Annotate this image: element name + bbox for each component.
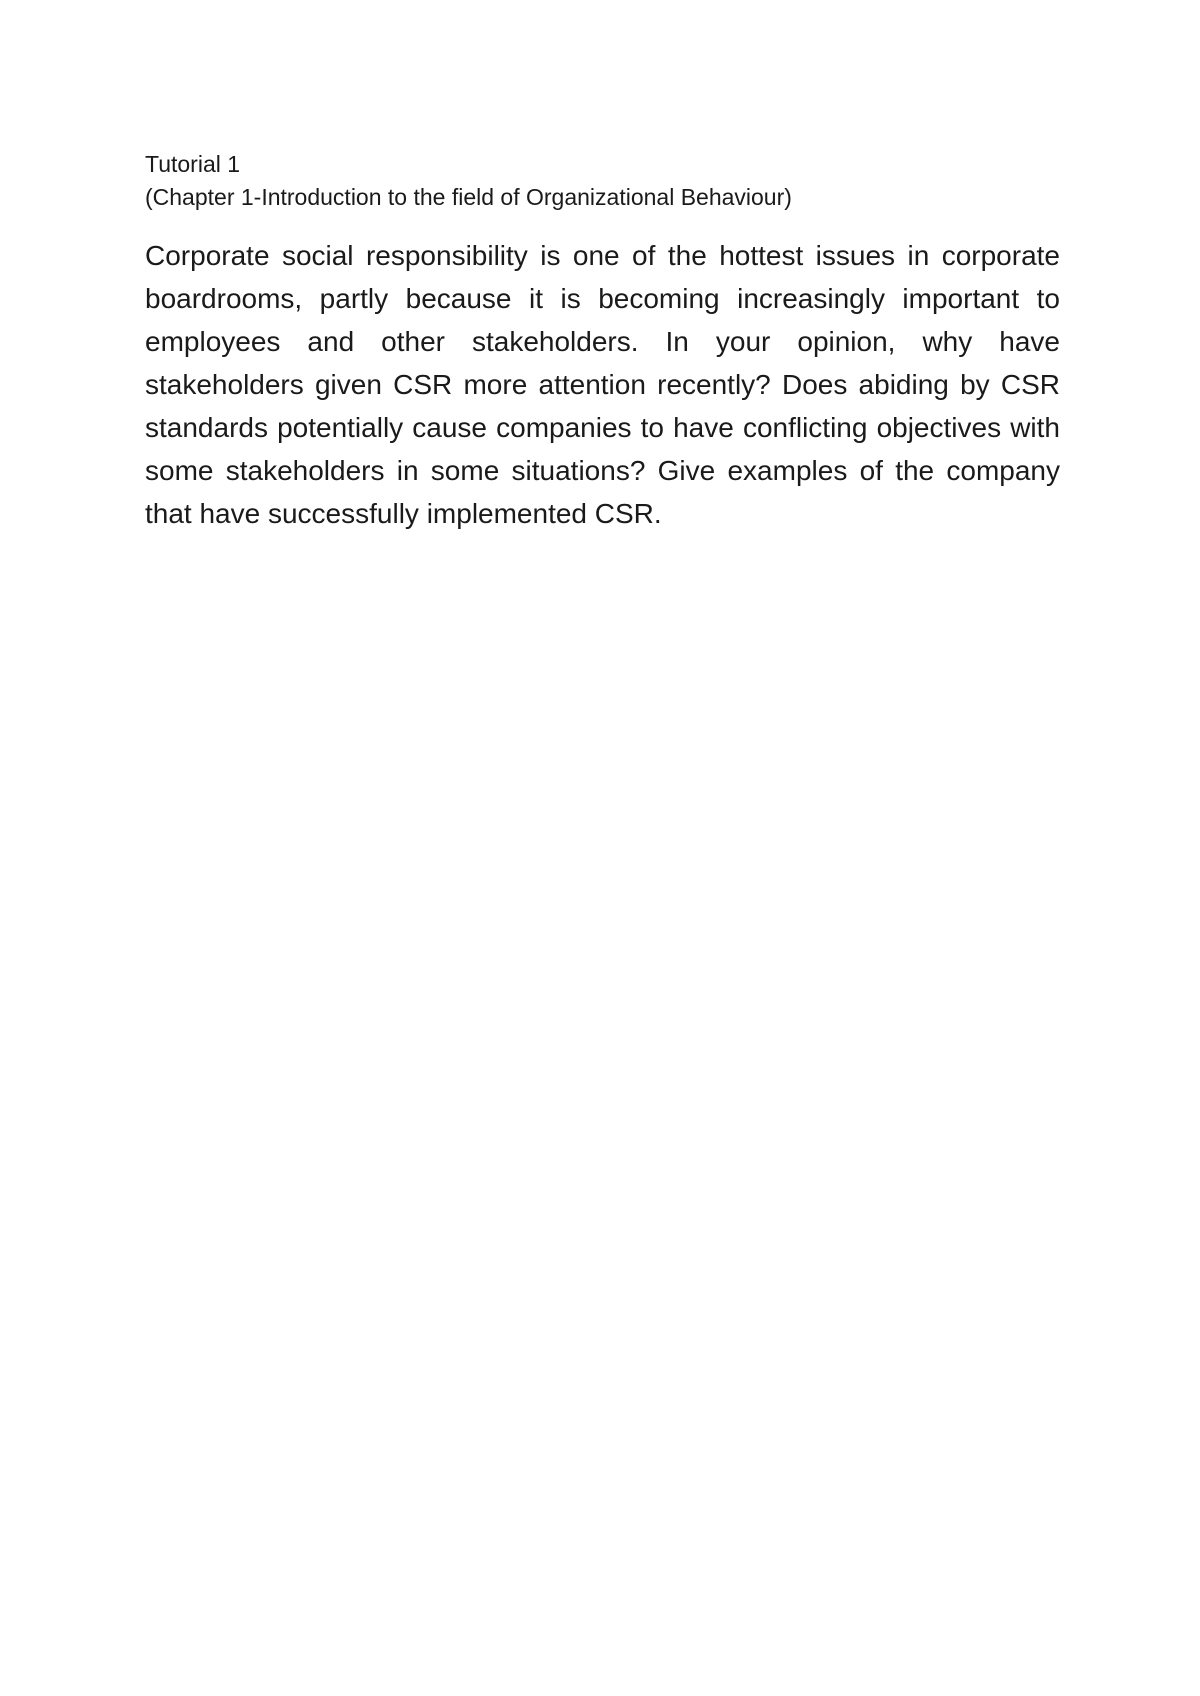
question-paragraph: Corporate social responsibility is one of the hottest issues in corporate boardrooms, partly because it is becoming increasingly important to employees and other stakeholders. In your opinion, why have stakeholders given CSR more attention recently? Does abiding by CSR standards potentially cause companies to have conflicting objectives with some stakeholders in some situations? Give examples of the company that have successfully implemented CSR. [145,240,1060,529]
document-content [145,148,1060,535]
chapter-subtitle: (Chapter 1-Introduction to the field of Organizational Behaviour) [145,184,792,210]
tutorial-title: Tutorial 1 [145,151,241,177]
